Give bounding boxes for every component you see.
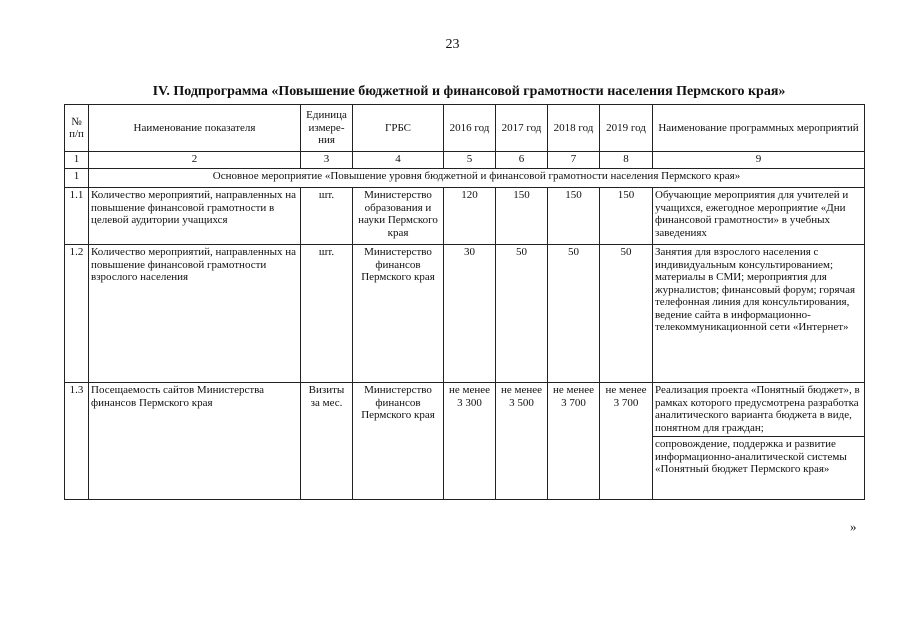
header-row: [65, 105, 865, 152]
column-number: 7: [548, 152, 600, 169]
column-number: 5: [444, 152, 496, 169]
indicator-name: Посещаемость сайтов Министерства финансов Пермского края: [89, 383, 301, 500]
column-number-row: [65, 152, 865, 169]
value-2016: 120: [444, 188, 496, 245]
activities: [653, 383, 865, 500]
header-2017: 2017 год: [496, 105, 548, 152]
value-2016: не менее 3 300: [444, 383, 496, 500]
header-unit: Единица измере-ния: [301, 105, 353, 152]
header-2018: 2018 год: [548, 105, 600, 152]
table-row: [65, 383, 865, 500]
value-2019: 150: [600, 188, 653, 245]
header-activities: Наименование программных мероприятий: [653, 105, 865, 152]
indicator-name: Количество мероприятий, направленных на повышение финансовой грамотности взрослого населения: [89, 245, 301, 383]
table-row: [65, 245, 865, 383]
value-2016: 30: [444, 245, 496, 383]
grbs: Министерство образования и науки Пермского края: [353, 188, 444, 245]
activities: Занятия для взрослого населения с индивидуальным консультированием; материалы в СМИ; мероприятия для журналистов; финансовый форум; горячая телефонная линия для консультирования, ведение сайта в информационно-телекоммуникационной сети «Интернет»: [653, 245, 865, 383]
section-number: 1: [65, 169, 89, 188]
value-2018: 150: [548, 188, 600, 245]
value-2017: 150: [496, 188, 548, 245]
page-number: 23: [445, 37, 460, 52]
row-number: 1.3: [65, 383, 89, 500]
indicator-name: Количество мероприятий, направленных на повышение финансовой грамотности в целевой аудитории учащихся: [89, 188, 301, 245]
value-2018: 50: [548, 245, 600, 383]
section-title: Основное мероприятие «Повышение уровня бюджетной и финансовой грамотности населения Пермского края»: [89, 169, 865, 188]
header-2016: 2016 год: [444, 105, 496, 152]
column-number: 9: [653, 152, 865, 169]
column-number: 2: [89, 152, 301, 169]
closing-quote-mark: »: [850, 519, 857, 534]
unit: шт.: [301, 245, 353, 383]
value-2019: 50: [600, 245, 653, 383]
activities: Обучающие мероприятия для учителей и учащихся, ежегодное мероприятие «Дни финансовой грамотности» в учебных заведениях: [653, 188, 865, 245]
column-number: 6: [496, 152, 548, 169]
value-2017: 50: [496, 245, 548, 383]
column-number: 4: [353, 152, 444, 169]
subprogram-title: IV. Подпрограмма «Повышение бюджетной и финансовой грамотности населения Пермского края»: [152, 84, 786, 99]
value-2019: не менее 3 700: [600, 383, 653, 500]
row-number: 1.2: [65, 245, 89, 383]
value-2017: не менее 3 500: [496, 383, 548, 500]
section-row: [65, 169, 865, 188]
table-row: [65, 188, 865, 245]
header-2019: 2019 год: [600, 105, 653, 152]
header-number: № п/п: [65, 105, 89, 152]
activities-part: Реализация проекта «Понятный бюджет», в рамках которого предусмотрена разработка аналитического варианта бюджета в виде, понятном для граждан;: [655, 384, 860, 434]
column-number: 1: [65, 152, 89, 169]
row-number: 1.1: [65, 188, 89, 245]
grbs: Министерство финансов Пермского края: [353, 383, 444, 500]
value-2018: не менее 3 700: [548, 383, 600, 500]
grbs: Министерство финансов Пермского края: [353, 245, 444, 383]
header-grbs: ГРБС: [353, 105, 444, 152]
activities-part: сопровождение, поддержка и развитие информационно-аналитической системы «Понятный бюджет Пермского края»: [653, 436, 864, 476]
unit: Визиты за мес.: [301, 383, 353, 500]
column-number: 8: [600, 152, 653, 169]
header-indicator: Наименование показателя: [89, 105, 301, 152]
indicators-table: [64, 104, 865, 500]
unit: шт.: [301, 188, 353, 245]
column-number: 3: [301, 152, 353, 169]
